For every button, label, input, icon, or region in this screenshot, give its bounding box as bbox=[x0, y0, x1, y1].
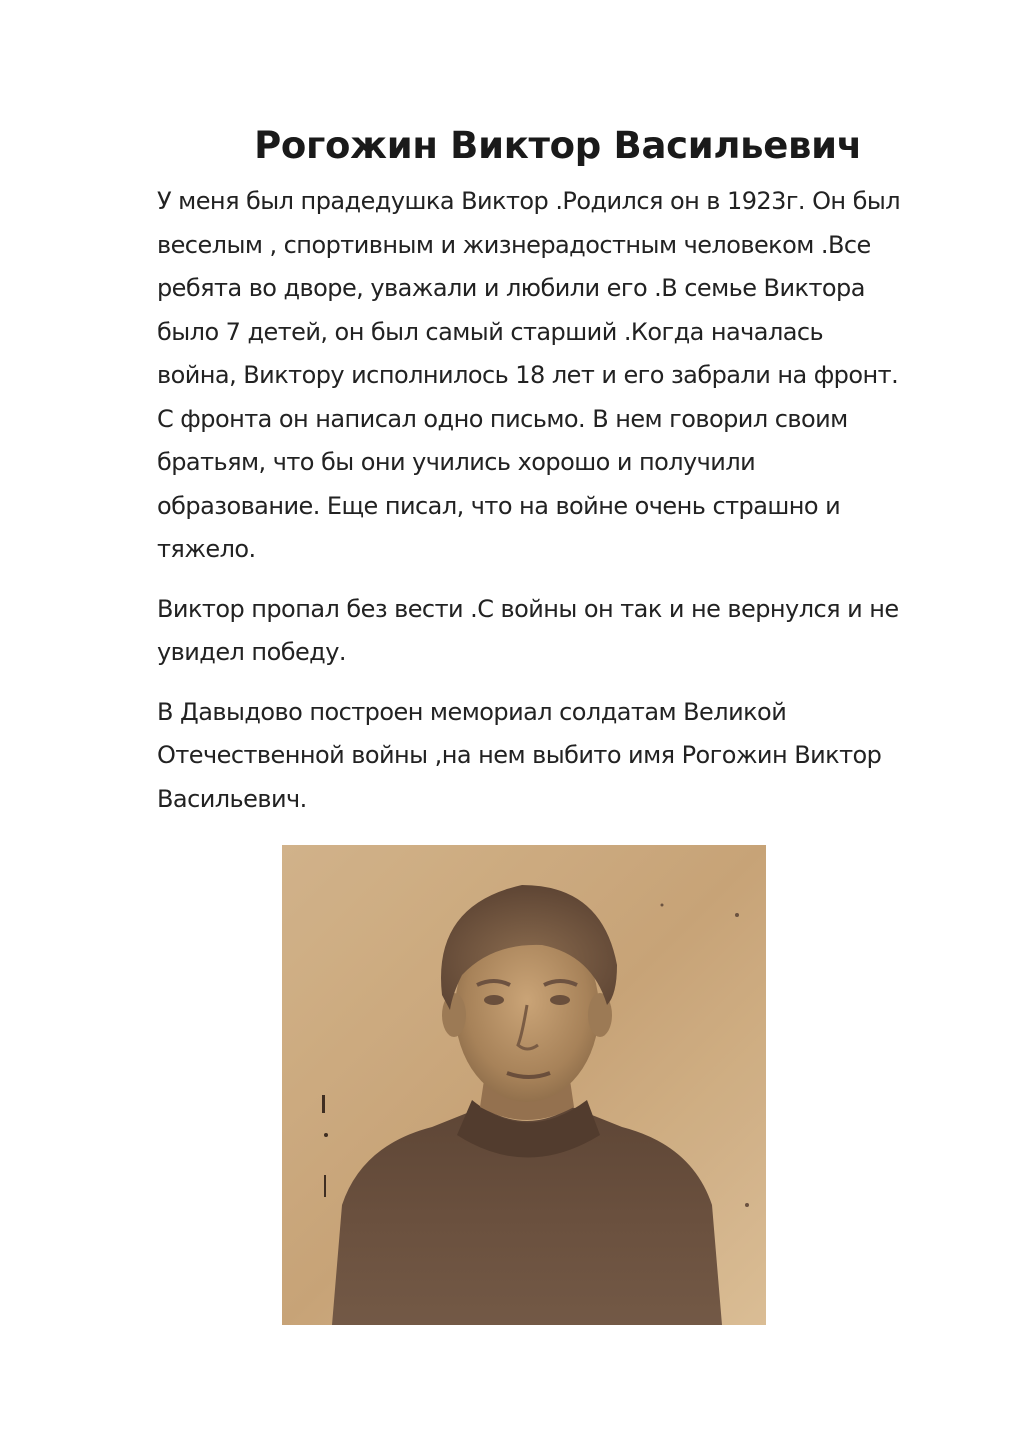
document-body bbox=[157, 180, 967, 837]
paragraph-memorial: В Давыдово построен мемориал солдатам Великой Отечественной войны ,на нем выбито имя Рогожин Виктор Васильевич. bbox=[157, 697, 882, 813]
portrait-photo-image bbox=[282, 845, 766, 1325]
portrait-photo bbox=[282, 845, 766, 1325]
paragraph-missing: Виктор пропал без вести .С войны он так и не вернулся и не увидел победу. bbox=[157, 594, 899, 666]
page-title: Рогожин Виктор Васильевич bbox=[254, 124, 862, 167]
paragraph-biography: У меня был прадедушка Виктор .Родился он в 1923г. Он был веселым , спортивным и жизнерадостным человеком .Все ребята во дворе, уважали и любили его .В семье Виктора было 7 детей, он был самый старший .Когда началась война, Виктору исполнилось 18 лет и его забрали на фронт. С фронта он написал одно письмо. В нем говорил своим братьям, что бы они учились хорошо и получили образование. Еще писал, что на войне очень страшно и тяжело. bbox=[157, 187, 901, 563]
